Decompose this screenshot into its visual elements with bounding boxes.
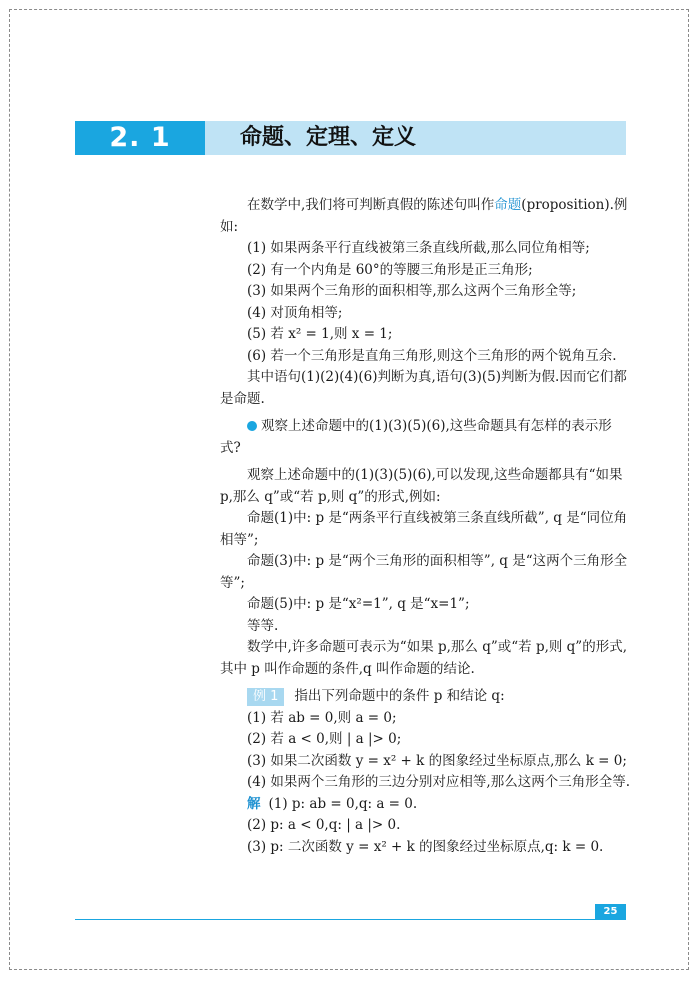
section-title: 命题、定理、定义 — [240, 125, 417, 150]
question-paragraph — [220, 416, 630, 459]
example-item: (4) 如果两个三角形的三边分别对应相等,那么这两个三角形全等. — [247, 774, 630, 790]
intro-prefix: 在数学中,我们将可判断真假的陈述句叫作 — [247, 197, 495, 213]
bullet-dot-icon — [247, 421, 257, 431]
term-proposition: 命题 — [494, 197, 522, 213]
solution-line — [220, 794, 630, 816]
example-heading — [220, 686, 630, 708]
example-item: (2) 若 a < 0,则 | a |> 0; — [247, 731, 402, 747]
example-badge: 例 1 — [247, 688, 284, 706]
etc-line: 等等. — [247, 617, 279, 634]
example-statement: (6) 若一个三角形是直角三角形,则这个三角形的两个锐角互余. — [247, 347, 617, 364]
page-number: 25 — [595, 904, 626, 920]
observe-paragraph: 观察上述命题中的(1)(3)(5)(6),可以发现,这些命题都具有“如果 p,那么 q”或“若 p,则 q”的形式,例如: — [220, 467, 623, 505]
intro-paragraph — [220, 195, 630, 238]
solution-text: (1) p: ab = 0,q: a = 0. — [268, 795, 418, 812]
example-statement: (5) 若 x² = 1,则 x = 1; — [247, 326, 393, 342]
example-statement: (4) 对顶角相等; — [247, 304, 343, 321]
main-content — [220, 195, 630, 858]
section-number: 2. 1 — [75, 121, 205, 155]
example-statement: (1) 如果两条平行直线被第三条直线所截,那么同位角相等; — [247, 240, 590, 256]
example-item: (3) 如果二次函数 y = x² + k 的图象经过坐标原点,那么 k = 0; — [247, 752, 627, 769]
case-5: 命题(5)中: p 是“x²=1”, q 是“x=1”; — [247, 596, 470, 612]
summary-paragraph: 数学中,许多命题可表示为“如果 p,那么 q”或“若 p,则 q”的形式,其中 p 叫作命题的条件,q 叫作命题的结论. — [220, 639, 628, 677]
example-prompt: 指出下列命题中的条件 p 和结论 q: — [294, 688, 505, 704]
case-1: 命题(1)中: p 是“两条平行直线被第三条直线所截”, q 是“同位角相等”; — [220, 510, 628, 548]
solution-line: (2) p: a < 0,q: | a |> 0. — [247, 817, 401, 833]
case-3: 命题(3)中: p 是“两个三角形的面积相等”, q 是“这两个三角形全等”; — [220, 553, 628, 591]
section-header — [75, 121, 626, 155]
example-statement: (3) 如果两个三角形的面积相等,那么这两个三角形全等; — [247, 283, 577, 299]
solution-line: (3) p: 二次函数 y = x² + k 的图象经过坐标原点,q: k = 0. — [247, 838, 604, 855]
intro-suffix: (proposition).例如: — [220, 197, 628, 235]
example-statement: (2) 有一个内角是 60°的等腰三角形是正三角形; — [247, 261, 533, 278]
footer-rule — [75, 919, 626, 920]
question-text: 观察上述命题中的(1)(3)(5)(6),这些命题具有怎样的表示形式? — [220, 418, 612, 456]
judgement-paragraph: 其中语句(1)(2)(4)(6)判断为真,语句(3)(5)判断为假.因而它们都是命题. — [220, 369, 627, 407]
example-item: (1) 若 ab = 0,则 a = 0; — [247, 709, 397, 726]
solution-label: 解 — [247, 795, 261, 812]
